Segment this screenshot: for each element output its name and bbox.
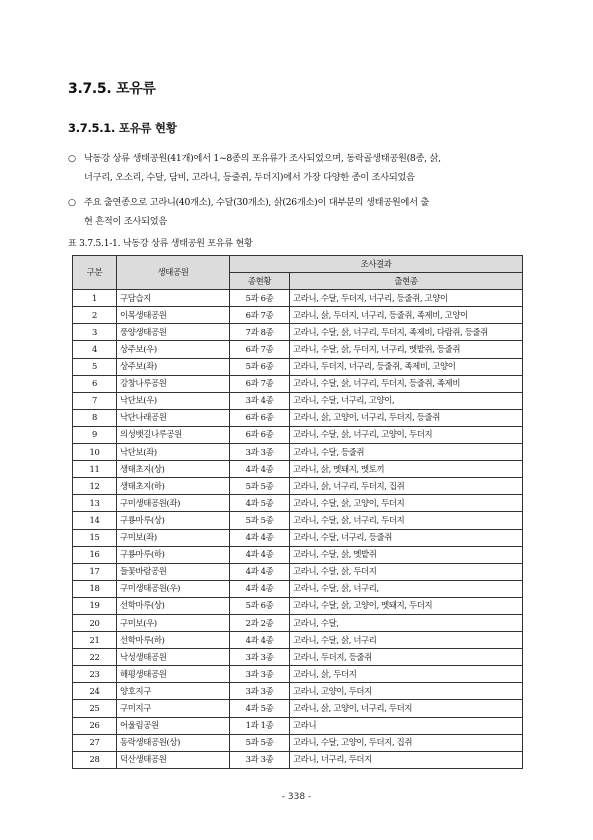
cell-park: 구미생태공원(좌) [117,495,230,512]
table-row [73,307,523,324]
cell-no: 28 [73,751,117,768]
cell-no: 1 [73,290,117,307]
cell-count: 4과 5종 [230,700,290,717]
cell-species: 고라니, 수달, 삵, 두더지 [290,563,523,580]
cell-no: 21 [73,632,117,649]
cell-park: 낙단보(좌) [117,444,230,461]
cell-count: 3과 3종 [230,751,290,768]
cell-no: 9 [73,426,117,443]
cell-species: 고라니, 수달, 삵, 너구리, 고양이, 두더지 [290,426,523,443]
table-row [73,529,523,546]
header-no: 구분 [73,256,117,290]
cell-no: 24 [73,683,117,700]
table-row [73,614,523,631]
cell-no: 7 [73,392,117,409]
cell-park: 강창나루공원 [117,375,230,392]
cell-park: 상주보(우) [117,341,230,358]
cell-count: 1과 1종 [230,717,290,734]
bullet-mark: ○ [68,153,76,164]
paragraph-2 [68,193,538,231]
cell-species: 고라니, 너구리, 두더지 [290,751,523,768]
cell-park: 어울림공원 [117,717,230,734]
cell-park: 생태초지(상) [117,461,230,478]
cell-no: 12 [73,478,117,495]
cell-no: 5 [73,358,117,375]
bullet-mark: ○ [68,197,76,208]
cell-park: 의성뱃길나루공원 [117,426,230,443]
cell-no: 25 [73,700,117,717]
table-row [73,358,523,375]
table-row [73,461,523,478]
header-park: 생태공원 [117,256,230,290]
cell-park: 낙단보(우) [117,392,230,409]
cell-species: 고라니, 삵, 고양이, 너구리, 두더지 [290,700,523,717]
cell-count: 5과 6종 [230,290,290,307]
table-row [73,683,523,700]
table-row [73,409,523,426]
cell-park: 구미보(좌) [117,529,230,546]
table-row [73,700,523,717]
cell-species: 고라니, 수달, 너구리, 고양이, [290,392,523,409]
cell-species: 고라니, 수달, 삵, 고양이, 멧돼지, 두더지 [290,597,523,614]
cell-species: 고라니, 수달, 삵, 너구리, 두더지 [290,512,523,529]
cell-park: 구미지구 [117,700,230,717]
paragraph-line: 너구리, 오소리, 수달, 담비, 고라니, 등줄쥐, 두더지)에서 가장 다양한 종이 조사되었음 [84,172,415,183]
cell-park: 이목생태공원 [117,307,230,324]
table-row [73,392,523,409]
header-species-list: 출현종 [290,273,523,290]
table-row [73,546,523,563]
cell-species: 고라니, 수달, 고양이, 두더지, 집쥐 [290,734,523,751]
cell-no: 14 [73,512,117,529]
table-row [73,734,523,751]
table-row [73,444,523,461]
cell-species: 고라니, 고양이, 두더지 [290,683,523,700]
cell-park: 구미보(우) [117,614,230,631]
table-row [73,290,523,307]
cell-count: 6과 6종 [230,409,290,426]
header-survey-results: 조사결과 [230,256,523,273]
cell-park: 해평생태공원 [117,666,230,683]
cell-species: 고라니, 삵, 고양이, 너구리, 두더지, 등줄쥐 [290,409,523,426]
cell-count: 3과 3종 [230,649,290,666]
cell-no: 23 [73,666,117,683]
table-row [73,580,523,597]
cell-park: 동락생태공원(상) [117,734,230,751]
cell-species: 고라니, 수달, 삵, 너구리, 두더지, 족제비, 다람쥐, 등줄쥐 [290,324,523,341]
cell-no: 17 [73,563,117,580]
table-row [73,341,523,358]
cell-park: 낙단나래공원 [117,409,230,426]
cell-count: 4과 4종 [230,580,290,597]
cell-park: 상주보(좌) [117,358,230,375]
cell-species: 고라니, 삵, 멧돼지, 멧토끼 [290,461,523,478]
paragraph-line: 현 흔적이 조사되었음 [84,216,167,227]
cell-species: 고라니, 두더지, 너구리, 등줄쥐, 족제비, 고양이 [290,358,523,375]
paragraph-line: 낙동강 상류 생태공원(41개)에서 1~8종의 포유류가 조사되었으며, 동락골생태공원(8종, 삵, [84,153,441,164]
cell-park: 양호지구 [117,683,230,700]
cell-species: 고라니, 삵, 너구리, 두더지, 집쥐 [290,478,523,495]
cell-no: 10 [73,444,117,461]
cell-count: 5과 6종 [230,358,290,375]
cell-park: 낙성생태공원 [117,649,230,666]
cell-no: 4 [73,341,117,358]
cell-count: 5과 5종 [230,734,290,751]
cell-species: 고라니, 수달, 삵, 두더지, 너구리, 멧밭쥐, 등줄쥐 [290,341,523,358]
cell-species: 고라니, 수달, 등줄쥐 [290,444,523,461]
cell-no: 3 [73,324,117,341]
table-caption: 표 3.7.5.1-1. 낙동강 상류 생태공원 포유류 현황 [68,239,253,249]
paragraph-1 [68,149,538,187]
table-row [73,495,523,512]
cell-species: 고라니, 수달, 너구리, 등줄쥐 [290,529,523,546]
cell-count: 5과 6종 [230,597,290,614]
cell-species: 고라니 [290,717,523,734]
cell-no: 27 [73,734,117,751]
cell-count: 4과 4종 [230,461,290,478]
cell-park: 덕산생태공원 [117,751,230,768]
cell-no: 15 [73,529,117,546]
cell-count: 6과 6종 [230,426,290,443]
cell-species: 고라니, 수달, 삵, 멧밭쥐 [290,546,523,563]
page-number: - 338 - [281,792,312,802]
cell-no: 16 [73,546,117,563]
table-row [73,375,523,392]
table-row [73,666,523,683]
section-heading: 3.7.5. 포유류 [68,81,156,97]
cell-count: 4과 4종 [230,546,290,563]
cell-park: 선학마루(상) [117,597,230,614]
cell-species: 고라니, 수달, 두더지, 너구리, 등줄쥐, 고양이 [290,290,523,307]
cell-no: 11 [73,461,117,478]
cell-count: 4과 4종 [230,632,290,649]
cell-park: 들꽃바람공원 [117,563,230,580]
table-row [73,751,523,768]
table-row [73,426,523,443]
cell-species: 고라니, 삵, 두더지, 너구리, 등줄쥐, 족제비, 고양이 [290,307,523,324]
table-row [73,478,523,495]
cell-count: 7과 8종 [230,324,290,341]
table-row [73,512,523,529]
table-body [73,290,523,769]
table-row [73,649,523,666]
table-row [73,324,523,341]
cell-no: 18 [73,580,117,597]
cell-park: 생태초지(하) [117,478,230,495]
cell-count: 4과 5종 [230,495,290,512]
cell-count: 3과 3종 [230,683,290,700]
mammal-table [72,255,523,769]
cell-no: 2 [73,307,117,324]
cell-species: 고라니, 두더지, 등줄쥐 [290,649,523,666]
cell-count: 3과 4종 [230,392,290,409]
header-species-count: 종현황 [230,273,290,290]
cell-species: 고라니, 수달, 삵, 너구리, 두더지, 등줄쥐, 족제비 [290,375,523,392]
cell-count: 3과 3종 [230,666,290,683]
cell-no: 26 [73,717,117,734]
cell-no: 19 [73,597,117,614]
table-row [73,632,523,649]
cell-species: 고라니, 수달, 삵, 너구리 [290,632,523,649]
subsection-heading: 3.7.5.1. 포유류 현황 [68,121,177,135]
cell-species: 고라니, 삵, 두더지 [290,666,523,683]
cell-species: 고라니, 수달, [290,614,523,631]
cell-no: 13 [73,495,117,512]
cell-park: 구미생태공원(우) [117,580,230,597]
cell-count: 5과 5종 [230,478,290,495]
cell-species: 고라니, 수달, 삵, 고양이, 두더지 [290,495,523,512]
cell-no: 20 [73,614,117,631]
cell-park: 선학마루(하) [117,632,230,649]
cell-count: 4과 4종 [230,563,290,580]
cell-park: 풍양생태공원 [117,324,230,341]
table-row [73,563,523,580]
cell-count: 6과 7종 [230,307,290,324]
cell-count: 2과 2종 [230,614,290,631]
cell-no: 22 [73,649,117,666]
cell-park: 구담습지 [117,290,230,307]
cell-no: 8 [73,409,117,426]
cell-no: 6 [73,375,117,392]
table-row [73,717,523,734]
cell-park: 구룡마루(하) [117,546,230,563]
cell-count: 5과 5종 [230,512,290,529]
cell-count: 6과 7종 [230,375,290,392]
cell-count: 4과 4종 [230,529,290,546]
table-row [73,597,523,614]
cell-park: 구룡마루(상) [117,512,230,529]
cell-count: 3과 3종 [230,444,290,461]
cell-species: 고라니, 수달, 삵, 너구리, [290,580,523,597]
cell-count: 6과 7종 [230,341,290,358]
paragraph-line: 주요 출연종으로 고라니(40개소), 수달(30개소), 삵(26개소)이 대부분의 생태공원에서 출 [84,197,429,208]
